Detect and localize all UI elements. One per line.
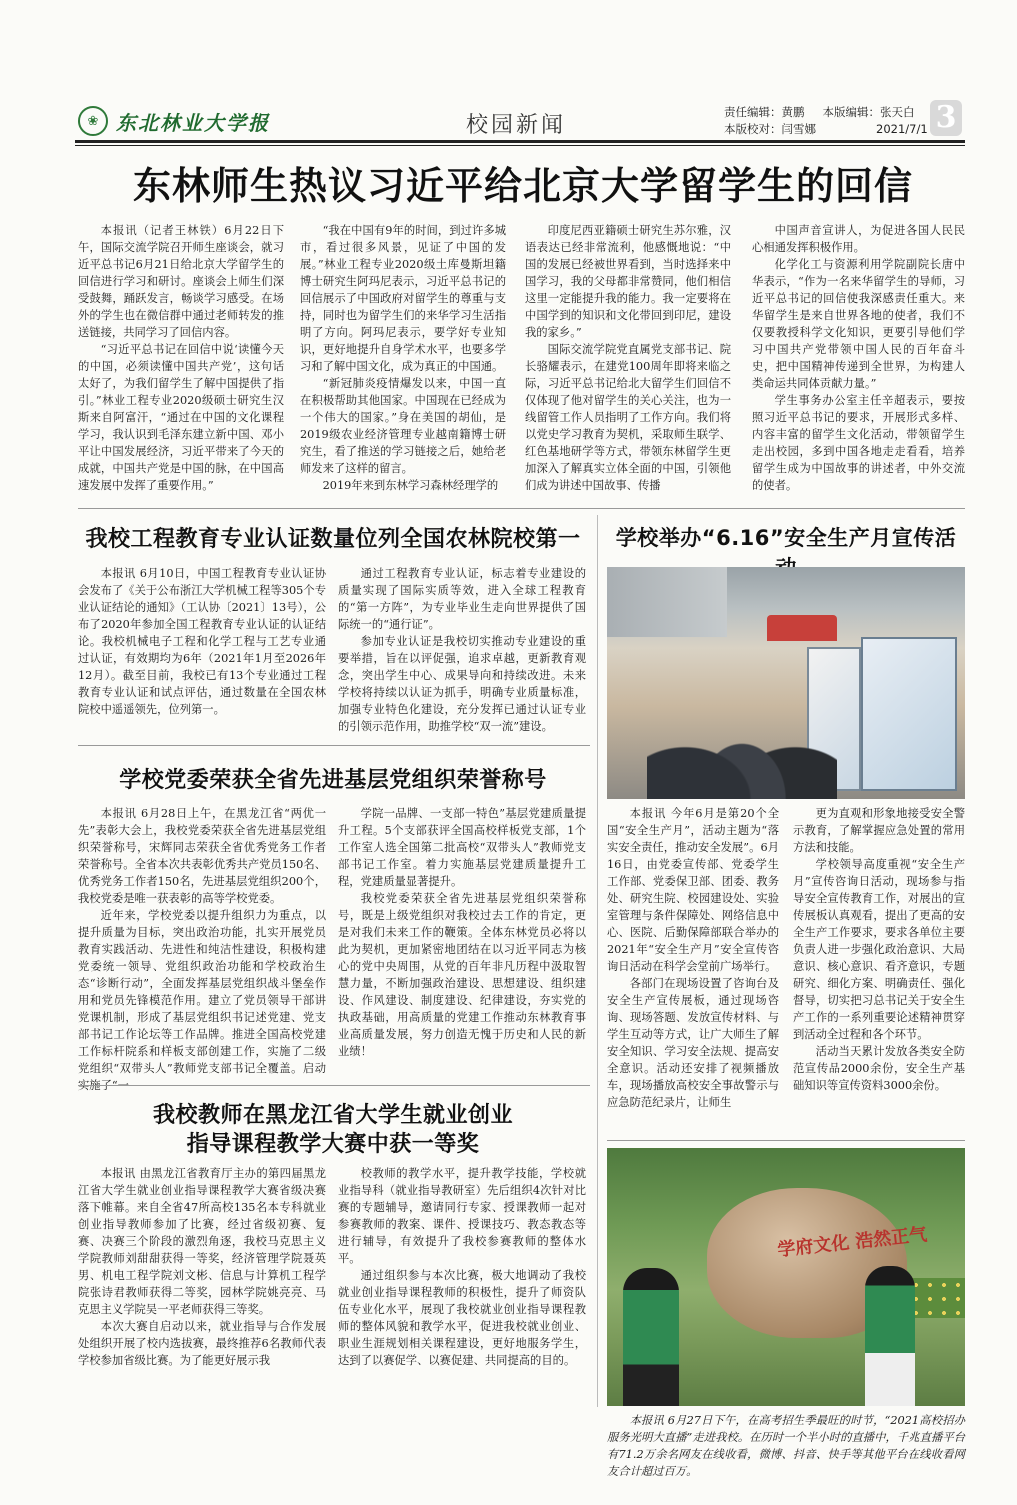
article4-col1	[78, 805, 326, 1094]
paragraph: 活动当天累计发放各类安全防范宣传品2000余份，安全生产基础知识等宣传资料3000余份。	[793, 1045, 965, 1092]
article3-col2	[793, 805, 965, 1094]
masthead	[78, 105, 270, 137]
paragraph: 化学化工与资源利用学院副院长唐中华表示，“作为一名来华留学生的导师，习近平总书记的回信使我深感责任重大。来华留学生是来自世界各地的使者，我们不仅要教授科学文化知识，更要引导他们学习中国共产党带领中国人民的百年奋斗史，把中国精神传递到全世界，为构建人类命运共同体贡献力量。”	[752, 258, 965, 390]
article3-headline: 学校举办“6.16”安全生产月宣传活	[615, 526, 957, 550]
article2-col2	[338, 565, 586, 735]
layout-editor: 本版编辑：张天白	[822, 105, 915, 119]
divider	[78, 1085, 590, 1086]
paragraph: 我校党委荣获全省先进基层党组织荣誉称号，既是上级党组织对我校过去工作的肯定，更是对我们未来工作的鞭策。全体东林党员必将以此为契机，更加紧密地团结在以习近平同志为核心的党中央周围，从党的百年非凡历程中汲取智慧力量，不断加强政治建设、思想建设、组织建设、作风建设、制度建设、纪律建设，夯实党的执政基础，用高质量的党建工作推动东林教育事业高质量发展，努力创造无愧于历史和人民的新业绩！	[338, 892, 586, 1058]
section-title: 校园新闻	[466, 113, 567, 138]
editor-in-charge: 责任编辑：黄鹏	[724, 105, 805, 119]
paragraph: 校教师的教学水平，提升教学技能，学校就业指导科（就业指导教研室）先后组织4次针对比赛的专题辅导，邀请同行专家、授课教师一起对参赛教师的教案、课件、授课技巧、教态教态等进行辅导，有效提升了我校参赛教师的整体水平。	[338, 1167, 586, 1265]
header-rule	[75, 140, 965, 143]
divider	[78, 745, 590, 746]
issue-date: 2021/7/1	[876, 122, 928, 136]
paragraph: 国际交流学院党直属党支部书记、院长骆耀表示，在建党100周年即将来临之际，习近平总书记给北大留学生们回信不仅体现了他对留学生的关心关注，也为一线留管工作人员指明了工作方向。我们将以党史学习教育为契机，采取师生联学、红色基地研学等方式，带领东林留学生更加深入了解真实立体全面的中国，引领他们成为讲述中国故事、传播	[525, 343, 731, 492]
proofreader: 本版校对：闫雪娜	[724, 122, 816, 136]
paragraph: 各部门在现场设置了咨询台及安全生产宣传展板，通过现场咨询、现场答题、发放宣传材料、与学生互动等方式，让广大师生了解安全知识、学习安全法规、提高安全意识。活动还安排了视频播放车，现场播放高校安全事故警示与应急防范纪录片，让师生	[607, 977, 779, 1109]
paragraph: “习近平总书记在回信中说‘读懂今天的中国，必须读懂中国共产党’，这句话太好了，为我们留学生了解中国提供了指引。”林业工程专业2020级硕士研究生汉斯来自阿富汗，“通过在中国的文化课程学习，我认识到毛泽东建立新中国、邓小平让中国发展经济，习近平带来了今天的成就，中国共产党是中国的脉，在中国高速发展中发挥了重要作用。”	[78, 343, 284, 492]
caption-text: 本报讯 6月27日下午，在高考招生季最旺的时节，“2021高校招办服务光明大直播”走进我校。在历时一个半小时的直播中，千兆直播平台有71.2万余名网友在线收看，微博、抖音、快手等其他平台在线收看网友合计超过百万。	[607, 1414, 965, 1478]
paragraph: 印度尼西亚籍硕士研究生苏尔雅，汉语表达已经非常流利，他感慨地说：“中国的发展已经被世界看到，当时选择来中国学习，我的父母都非常赞同，他们相信这里一定能提升我的能力。我一定要将在中国学到的知识和文化带回到印尼，建设我的家乡。”	[525, 224, 731, 339]
column-separator	[597, 515, 598, 1407]
article5-col2	[338, 1165, 586, 1369]
paragraph: 参加专业认证是我校切实推动专业建设的重要举措，旨在以评促强，追求卓越，更新教育观念，突出学生中心、成果导向和持续改进。未来学校将持续以认证为抓手，明确专业质量标准，加强专业特色化建设，充分发挥已通过认证专业的引领示范作用，助推学校“双一流”建设。	[338, 635, 586, 733]
article5-headline-line1: 我校教师在黑龙江省大学生就业创业	[152, 1103, 513, 1128]
university-logo-icon: ❀	[78, 106, 108, 136]
paragraph: 学院一品牌、一支部一特色”基层党建质量提升工程。5个支部获评全国高校样板党支部，1个工作室人选全国第二批高校“双带头人”教师党支部书记工作室。着力实施基层党建质量提升工程，党建质量显著提升。	[338, 807, 586, 888]
article1-headline: 东林师生热议习近平给北京大学留学生的回信	[132, 164, 913, 208]
paragraph: 学校领导高度重视“安全生产月”宣传咨询日活动，现场参与指导安全宣传教育工作，对展出的宣传展板认真观看，提出了更高的安全生产工作要求，要求各单位主要负责人进一步强化政治意识、大局意识、核心意识、看齐意识，专题研究、细化方案、明确责任、强化督导，切实把习总书记关于安全生产工作的一系列重要论述精神贯穿到活动全过程和各个环节。	[793, 858, 965, 1041]
paragraph: 本次大赛自启动以来，就业指导与合作发展处组织开展了校内选拔赛，最终推荐6名教师代表学校参加省级比赛。为了能更好展示我	[78, 1320, 326, 1367]
page-number: 3	[930, 100, 962, 136]
paragraph: “我在中国有9年的时间，到过许多城市，看过很多风景，见证了中国的发展。”林业工程专业2020级土库曼斯坦籍博士研究生阿玛尼表示，习近平总书记的回信展示了中国政府对留学生的尊重与支持，同时也为留学生们的来华学习生活指明了方向。阿玛尼表示，要学好专业知识，更好地提升自身学术水平，也要多学习和了解中国文化，成为真正的中国通。	[300, 224, 506, 373]
livestream-caption	[607, 1412, 965, 1480]
divider	[78, 508, 965, 509]
paragraph: 中国声音宣讲人，为促进各国人民民心相通发挥积极作用。	[752, 224, 965, 254]
masthead-title: 东北林业大学报	[116, 110, 270, 135]
paragraph: 本报讯 由黑龙江省教育厅主办的第四届黑龙江省大学生就业创业指导课程教学大赛省级决赛落下帷幕。来自全省47所高校135名本专科就业创业指导教师参加了比赛，经过省级初赛、复赛、决赛三个阶段的激烈角逐，我校马克思主义学院教师刘甜甜获得一等奖，经济管理学院聂英男、机电工程学院刘文彬、信息与计算机工程学院张诗君教师获得二等奖，园林学院姚亮亮、马克思主义学院吴一平老师获得三等奖。	[78, 1167, 326, 1316]
paragraph: 本报讯 6月28日上午，在黑龙江省“两优一先”表彰大会上，我校党委荣获全省先进基层党组织荣誉称号，宋辉同志荣获全省优秀党务工作者荣誉称号。全省本次共表彰优秀共产党员150名、优秀党务工作者150名，先进基层党组织200个，我校党委是唯一获表彰的高等学校党委。	[78, 807, 326, 905]
article2-col1	[78, 565, 326, 718]
building-shape	[607, 567, 727, 637]
header-rule-thin	[75, 145, 965, 146]
article1-col3	[525, 222, 731, 494]
editor-credits	[724, 104, 928, 138]
display-board-shape	[861, 637, 957, 791]
article1-col1	[78, 222, 284, 494]
paragraph: 通过工程教育专业认证，标志着专业建设的质量实现了国际实质等效，进入全球工程教育的“第一方阵”，为专业毕业生走向世界提供了国际统一的“通行证”。	[338, 567, 586, 631]
divider	[607, 1140, 965, 1141]
paragraph: 更为直观和形象地接受安全警示教育，了解掌握应急处置的常用方法和技能。	[793, 807, 965, 854]
paragraph: 近年来，学校党委以提升组织力为重点，以提升质量为目标，突出政治功能，扎实开展党员教育实践活动、先进性和纯洁性建设，积极构建党委统一领导、党组织政治功能和学校政治生态“诊断行动”，全面发挥基层党组织战斗堡垒作用和党员先锋模范作用。建立了党员领导干部讲党课机制，形成了基层党组织书记述党建、党支部书记工作论坛等工作品牌。推进全国高校党建工作标杆院系和样板支部创建工作，实施了二级党组织“双带头人”教师党支部书记全覆盖。启动实施了“一	[78, 909, 326, 1092]
paragraph: 本报讯 今年6月是第20个全国“安全生产月”，活动主题为“落实安全责任，推动安全发展”。6月16日，由党委宣传部、党委学生工作部、党委保卫部、团委、教务处、研究生院、校园建设处、实验室管理与条件保障处、网络信息中心、医院、后勤保障部联合举办的2021年“安全生产月”安全宣传咨询日活动在科学会堂前广场举行。	[607, 807, 779, 973]
article2-headline: 我校工程教育专业认证数量位列全国农林院校第一	[85, 527, 581, 552]
paragraph: 通过组织参与本次比赛，极大地调动了我校就业创业指导课程教师的积极性，提升了师资队伍专业化水平，展现了我校就业创业指导课程教师的整体风貌和教学水平，促进我校就业创业、职业生涯规划相关课程建设，更好地服务学生，达到了以赛促学、以赛促建、共同提高的目的。	[338, 1269, 586, 1367]
paragraph: 本报讯 6月10日，中国工程教育专业认证协会发布了《关于公布浙江大学机械工程等305个专业认证结论的通知》（工认协〔2021〕13号），公布了2020年参加全国工程教育专业认证的认证结论。我校机械电子工程和化学工程与工艺专业通过认证，有效期均为6年（2021年1月至2026年12月）。截至目前，我校已有13个专业通过工程教育专业认证和试点评估，通过数量在全国农林院校中遥遥领先，位列第一。	[78, 567, 326, 716]
red-tent-shape	[767, 615, 837, 641]
livestream-photo	[607, 1148, 965, 1406]
article3-col1	[607, 805, 779, 1111]
host-figure-shape	[865, 1266, 915, 1406]
paragraph: 学生事务办公室主任辛超表示，要按照习近平总书记的要求，开展形式多样、内容丰富的留学生文化活动，带领留学生走出校园，多到中国各地走走看看，培养留学生成为中国故事的讲述者，中外交流的使者。	[752, 394, 965, 492]
article5-col1	[78, 1165, 326, 1369]
stone-inscription: 学府文化 浩然正气	[776, 1224, 929, 1261]
article1-col2	[300, 222, 506, 494]
article5-headline-line2: 指导课程教学大赛中获一等奖	[186, 1132, 480, 1157]
article4-col2	[338, 805, 586, 1060]
article4-headline: 学校党委荣获全省先进基层党组织荣誉称号	[119, 768, 547, 793]
paragraph: 2019年来到东林学习森林经理学的	[322, 479, 499, 492]
host-figure-shape	[623, 1268, 679, 1406]
article1-col4	[752, 222, 965, 494]
safety-event-photo	[607, 567, 965, 799]
paragraph: 本报讯（记者王林铁）6月22日下午，国际交流学院召开师生座谈会，就习近平总书记6月21日给北京大学留学生的回信进行学习和研讨。座谈会上师生们深受鼓舞，踊跃发言，畅谈学习感受。在场外的学生也在微信群中通过老师转发的推送链接，共同学习了回信内容。	[78, 224, 284, 339]
crowd-shape	[647, 679, 837, 799]
paragraph: “新冠肺炎疫情爆发以来，中国一直在积极帮助其他国家。中国现在已经成为一个伟大的国家。”身在美国的胡仙，是2019级农业经济管理专业越南籍博士研究生，看了推送的学习链接之后，她给老师发来了这样的留言。	[300, 377, 506, 475]
